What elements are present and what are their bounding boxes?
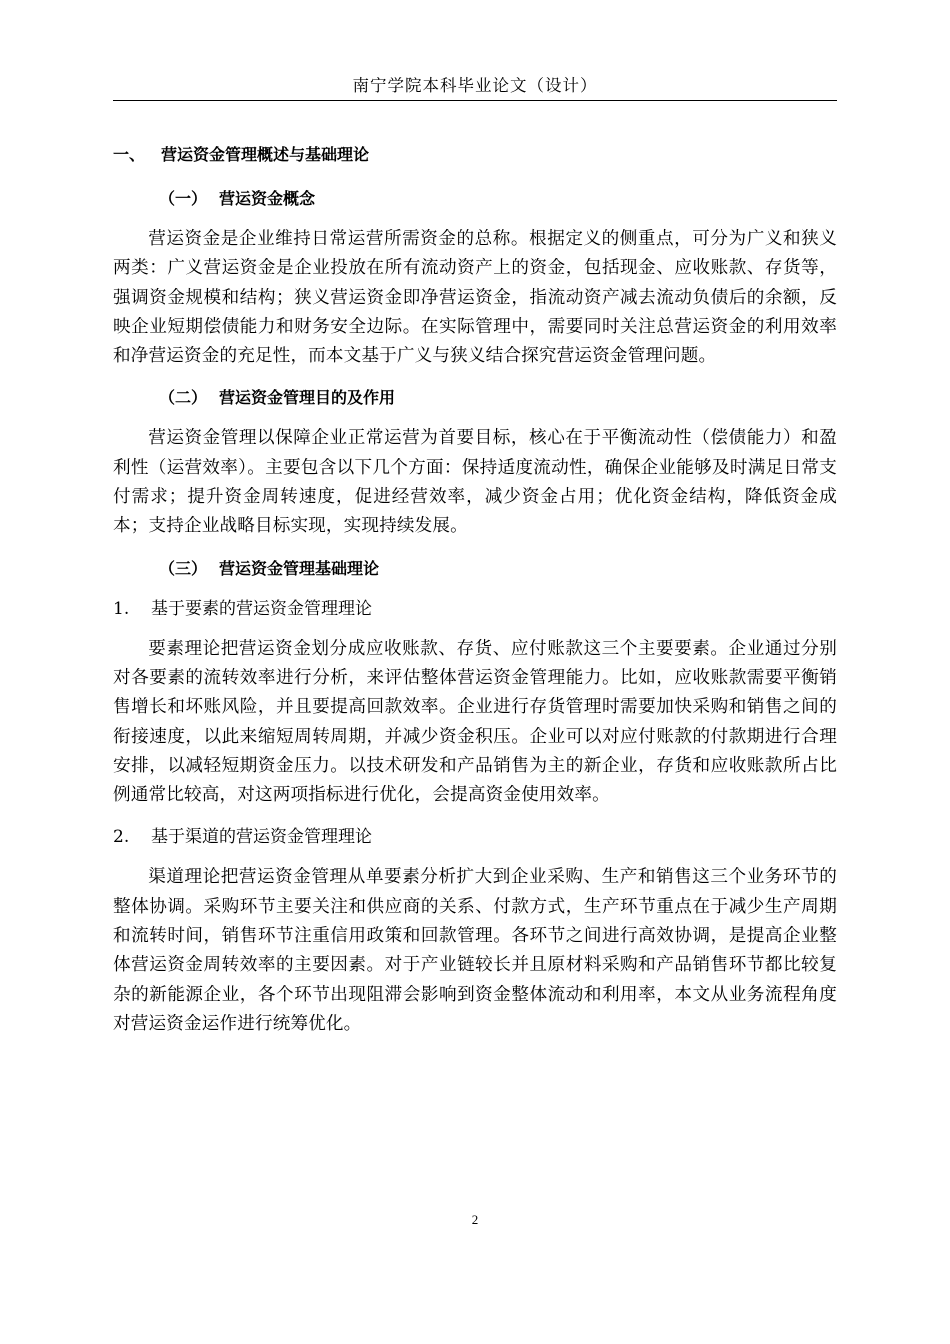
item-heading-1 bbox=[113, 595, 837, 623]
item-heading-2 bbox=[113, 823, 837, 851]
section-heading bbox=[113, 141, 837, 169]
paragraph: 渠道理论把营运资金管理从单要素分析扩大到企业采购、生产和销售这三个业务环节的整体协调。采购环节主要关注和供应商的关系、付款方式，生产环节重点在于减少生产周期和流转时间，销售环节注重信用政策和回款管理。各环节之间进行高效协调，是提高企业整体营运资金周转效率的主要因素。对于产业链较长并且原材料采购和产品销售环节都比较复杂的新能源企业，各个环节出现阻滞会影响到资金整体流动和利用率，本文从业务流程角度对营运资金运作进行统筹优化。 bbox=[113, 867, 837, 1034]
header-rule bbox=[113, 100, 837, 101]
subsection-heading-1 bbox=[113, 185, 837, 213]
section-title: 营运资金管理概述与基础理论 bbox=[161, 145, 370, 164]
paragraph: 营运资金管理以保障企业正常运营为首要目标，核心在于平衡流动性（偿债能力）和盈利性（运营效率）。主要包含以下几个方面：保持适度流动性，确保企业能够及时满足日常支付需求；提升资金周转速度，促进经营效率，减少资金占用；优化资金结构，降低资金成本；支持企业战略目标实现，实现持续发展。 bbox=[113, 428, 837, 537]
paragraph: 营运资金是企业维持日常运营所需资金的总称。根据定义的侧重点，可分为广义和狭义两类：广义营运资金是企业投放在所有流动资产上的资金，包括现金、应收账款、存货等，强调资金规模和结构；狭义营运资金即净营运资金，指流动资产减去流动负债后的余额，反映企业短期偿债能力和财务安全边际。在实际管理中，需要同时关注总营运资金的利用效率和净营运资金的充足性，而本文基于广义与狭义结合探究营运资金管理问题。 bbox=[113, 229, 837, 367]
item-number: 1. bbox=[113, 598, 130, 619]
subsection-title: 营运资金概念 bbox=[219, 189, 316, 208]
paragraph: 要素理论把营运资金划分成应收账款、存货、应付账款这三个主要要素。企业通过分别对各要素的流转效率进行分析，来评估整体营运资金管理能力。比如，应收账款需要平衡销售增长和坏账风险，并且要提高回款效率。企业进行存货管理时需要加快采购和销售之间的衔接速度，以此来缩短周转周期，并减少资金积压。企业可以对应付账款的付款期进行合理安排，以减轻短期资金压力。以技术研发和产品销售为主的新企业，存货和应收账款所占比例通常比较高，对这两项指标进行优化，会提高资金使用效率。 bbox=[113, 638, 837, 806]
subsection-number: （二） bbox=[159, 388, 208, 408]
item-title: 基于渠道的营运资金管理理论 bbox=[151, 827, 372, 848]
subsection-title: 营运资金管理基础理论 bbox=[219, 558, 380, 578]
subsection-title: 营运资金管理目的及作用 bbox=[219, 388, 396, 408]
page-header: 南宁学院本科毕业论文（设计） bbox=[352, 76, 598, 95]
section-number: 一、 bbox=[113, 145, 146, 164]
item-title: 基于要素的营运资金管理理论 bbox=[151, 598, 372, 619]
page-number: 2 bbox=[471, 1212, 479, 1227]
subsection-number: （一） bbox=[159, 189, 208, 208]
subsection-heading-2 bbox=[113, 384, 837, 412]
document-body bbox=[113, 141, 837, 1052]
subsection-heading-3 bbox=[113, 555, 837, 583]
item-number: 2. bbox=[113, 827, 130, 848]
subsection-number: （三） bbox=[159, 558, 208, 578]
